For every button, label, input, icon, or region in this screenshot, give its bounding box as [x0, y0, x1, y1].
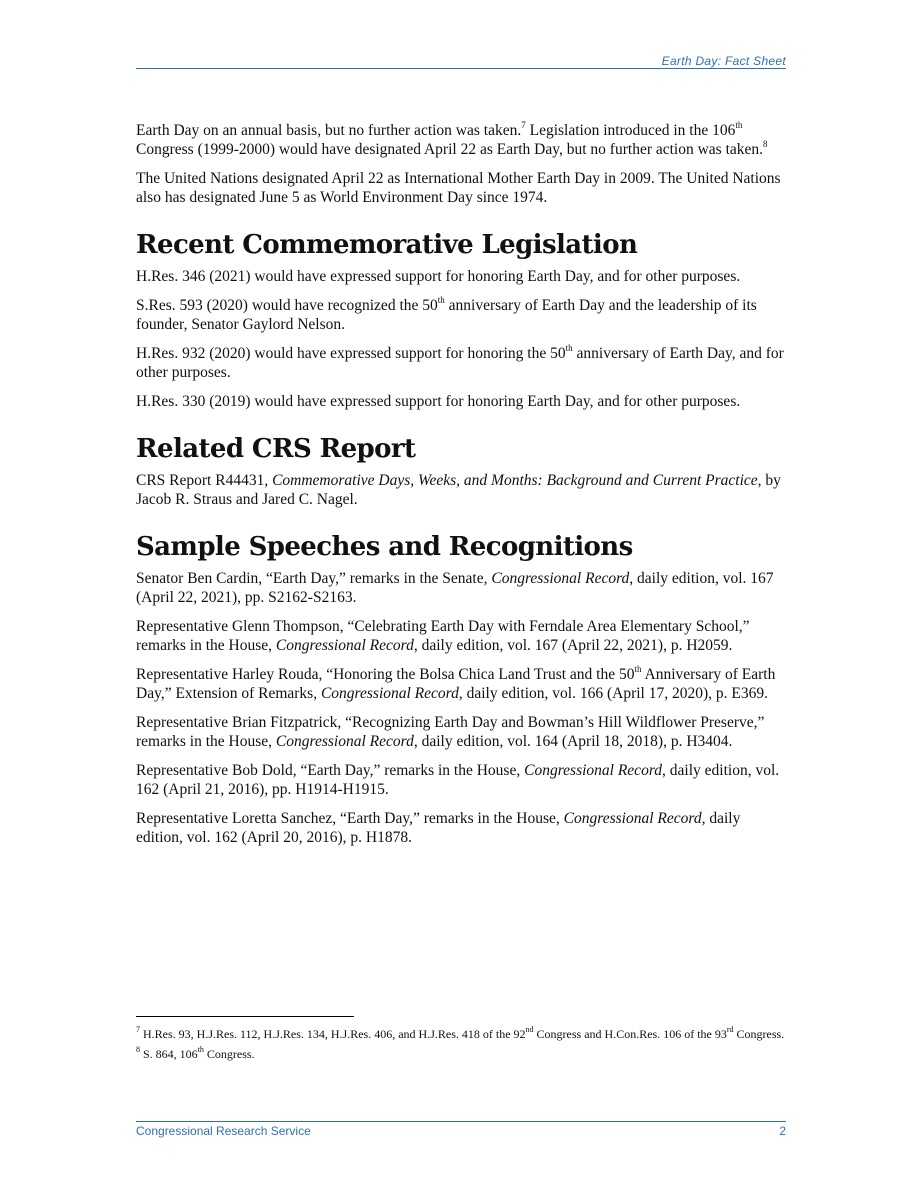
page-number: 2 — [779, 1124, 786, 1138]
item-text: anniversary of Earth Day, and for other purposes. — [136, 345, 784, 381]
speech-text: Representative Glenn Thompson, “Celebrating Earth Day with Ferndale Area Elementary School,” remarks in the House, — [136, 618, 750, 654]
item-text: S.Res. 593 (2020) would have recognized the 50 — [136, 297, 438, 314]
publication-title: Congressional Record — [491, 570, 630, 587]
speech-text: , daily edition, vol. 167 (April 22, 2021), pp. S2162-S2163. — [136, 570, 774, 606]
legislation-item — [136, 344, 786, 382]
footnote-separator — [136, 1016, 354, 1017]
ordinal-suffix: th — [565, 343, 573, 353]
legislation-item: H.Res. 346 (2021) would have expressed support for honoring Earth Day, and for other purposes. — [136, 268, 741, 285]
speech-entry — [136, 665, 786, 703]
speech-text: Anniversary of Earth Day,” Extension of Remarks, — [136, 666, 776, 702]
intro-text: Congress (1999-2000) would have designated April 22 as Earth Day, but no further action was taken. — [136, 141, 764, 158]
intro-text: Legislation introduced in the 106 — [525, 122, 736, 139]
footnote-text: H.Res. 93, H.J.Res. 112, H.J.Res. 134, H.J.Res. 406, and H.J.Res. 418 of the 92 — [140, 1027, 526, 1041]
item-text: H.Res. 932 (2020) would have expressed support for honoring the 50 — [136, 345, 566, 362]
footnote-number: 8 — [136, 1045, 140, 1054]
footnote-text: S. 864, 106 — [140, 1047, 198, 1061]
ordinal-suffix: nd — [525, 1025, 534, 1034]
footnote-8 — [136, 1046, 786, 1062]
related-report-entry — [136, 471, 786, 509]
footnote-7 — [136, 1026, 786, 1042]
intro-paragraph-1 — [136, 121, 786, 159]
page-body — [136, 121, 786, 857]
footnote-text: Congress. — [733, 1027, 785, 1041]
ordinal-suffix: rd — [726, 1025, 734, 1034]
section-heading-speeches: Sample Speeches and Recognitions — [136, 532, 633, 562]
speech-text: Representative Brian Fitzpatrick, “Recognizing Earth Day and Bowman’s Hill Wildflower Preserve,” remarks in the House, — [136, 714, 765, 750]
publication-title: Congressional Record — [524, 762, 663, 779]
footnote-text: Congress. — [203, 1047, 255, 1061]
speech-entry — [136, 569, 786, 607]
speech-entry — [136, 617, 786, 655]
footer-organization: Congressional Research Service — [136, 1124, 311, 1138]
section-heading-related-report: Related CRS Report — [136, 434, 416, 464]
speech-text: Representative Bob Dold, “Earth Day,” remarks in the House, — [136, 762, 525, 779]
report-title-link[interactable]: Commemorative Days, Weeks, and Months: Background and Current Practice — [272, 472, 758, 489]
ordinal-suffix: th — [634, 664, 642, 674]
legislation-item — [136, 296, 786, 334]
publication-title: Congressional Record — [275, 637, 414, 654]
intro-text: Earth Day on an annual basis, but no further action was taken. — [136, 122, 522, 139]
legislation-item: H.Res. 330 (2019) would have expressed support for honoring Earth Day, and for other purposes. — [136, 393, 741, 410]
ordinal-suffix: th — [437, 295, 445, 305]
item-text: anniversary of Earth Day and the leadership of its founder, Senator Gaylord Nelson. — [136, 297, 757, 333]
speech-text: , daily edition, vol. 164 (April 18, 2018), p. H3404. — [413, 733, 733, 750]
speech-text: , daily edition, vol. 166 (April 17, 2020), p. E369. — [458, 685, 768, 702]
section-heading-recent-legislation: Recent Commemorative Legislation — [136, 230, 638, 260]
footnote-ref-7[interactable]: 7 — [521, 120, 526, 130]
speech-text: , daily edition, vol. 162 (April 20, 2016), p. H1878. — [136, 810, 741, 846]
speech-entry — [136, 713, 786, 751]
footnote-ref-8[interactable]: 8 — [763, 139, 768, 149]
footnotes — [136, 1026, 786, 1066]
footnote-text: Congress and H.Con.Res. 106 of the 93 — [533, 1027, 727, 1041]
ordinal-suffix: th — [197, 1045, 204, 1054]
publication-title: Congressional Record — [320, 685, 459, 702]
header-rule — [136, 68, 786, 69]
footnote-number: 7 — [136, 1025, 140, 1034]
speech-entry — [136, 761, 786, 799]
speech-text: Representative Loretta Sanchez, “Earth Day,” remarks in the House, — [136, 810, 564, 827]
speech-text: Representative Harley Rouda, “Honoring the Bolsa Chica Land Trust and the 50 — [136, 666, 635, 683]
running-header-title: Earth Day: Fact Sheet — [661, 54, 786, 68]
speech-entry — [136, 809, 786, 847]
ordinal-suffix: th — [735, 120, 743, 130]
publication-title: Congressional Record — [275, 733, 414, 750]
speech-text: Senator Ben Cardin, “Earth Day,” remarks in the Senate, — [136, 570, 492, 587]
speech-text: , daily edition, vol. 162 (April 21, 2016), pp. H1914-H1915. — [136, 762, 780, 798]
publication-title: Congressional Record — [563, 810, 702, 827]
footer-rule — [136, 1121, 786, 1122]
intro-paragraph-2: The United Nations designated April 22 as International Mother Earth Day in 2009. The United Nations also has designated June 5 as World Environment Day since 1974. — [136, 170, 781, 206]
report-text: CRS Report R44431, — [136, 472, 273, 489]
speech-text: , daily edition, vol. 167 (April 22, 2021), p. H2059. — [413, 637, 733, 654]
report-text: , by Jacob R. Straus and Jared C. Nagel. — [136, 472, 781, 508]
